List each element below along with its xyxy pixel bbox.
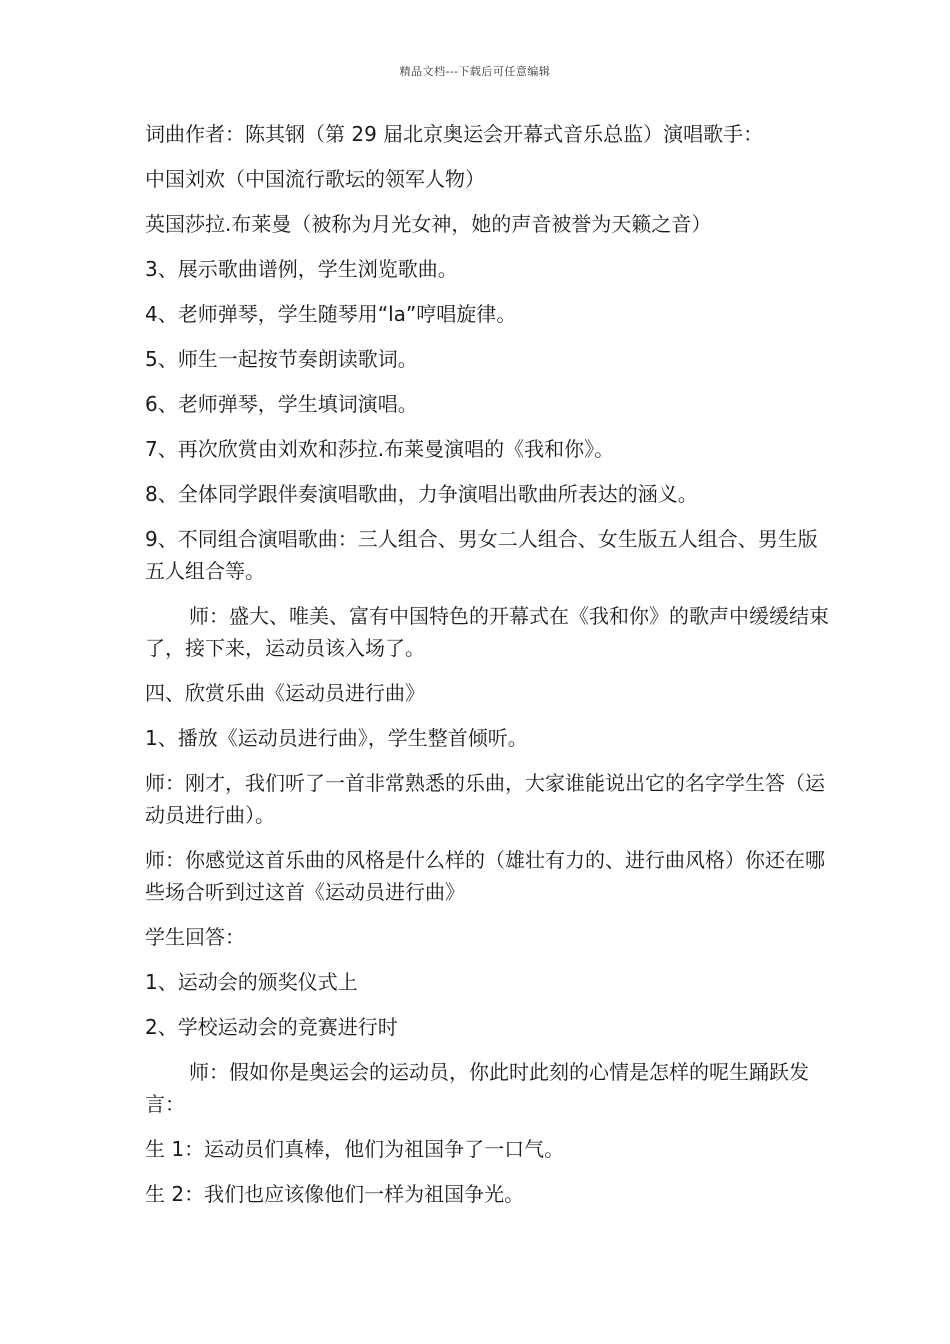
paragraph-8: 7、再次欣赏由刘欢和莎拉.布莱曼演唱的《我和你》。 bbox=[145, 437, 615, 461]
paragraph-20: 生 1：运动员们真棒，他们为祖国争了一口气。 bbox=[145, 1137, 565, 1161]
paragraph-11: 师：盛大、唯美、富有中国特色的开幕式在《我和你》的歌声中缓缓结束了，接下来，运动员该入场了。 bbox=[145, 604, 829, 660]
paragraph-6: 5、师生一起按节奏朗读歌词。 bbox=[145, 347, 418, 371]
paragraph-4: 3、展示歌曲谱例，学生浏览歌曲。 bbox=[145, 257, 458, 281]
paragraph-2: 中国刘欢（中国流行歌坛的领军人物） bbox=[145, 167, 485, 191]
paragraph-16: 学生回答： bbox=[145, 925, 245, 949]
paragraph-13: 1、播放《运动员进行曲》，学生整首倾听。 bbox=[145, 726, 528, 750]
paragraph-5: 4、老师弹琴，学生随琴用“la”哼唱旋律。 bbox=[145, 302, 517, 326]
paragraph-17: 1、运动会的颁奖仪式上 bbox=[145, 970, 358, 994]
page-header: 精品文档---下载后可任意编辑 bbox=[399, 65, 551, 78]
paragraph-9: 8、全体同学跟伴奏演唱歌曲，力争演唱出歌曲所表达的涵义。 bbox=[145, 482, 698, 506]
section-heading: 四、欣赏乐曲《运动员进行曲》 bbox=[145, 681, 425, 705]
paragraph-7: 6、老师弹琴，学生填词演唱。 bbox=[145, 392, 418, 416]
paragraph-3: 英国莎拉.布莱曼（被称为月光女神，她的声音被誉为天籁之音） bbox=[145, 212, 712, 236]
paragraph-18: 2、学校运动会的竞赛进行时 bbox=[145, 1015, 398, 1039]
paragraph-19: 师：假如你是奥运会的运动员，你此时此刻的心情是怎样的呢生踊跃发言： bbox=[145, 1060, 809, 1116]
paragraph-1: 词曲作者：陈其钢（第 29 届北京奥运会开幕式音乐总监）演唱歌手： bbox=[145, 122, 764, 146]
paragraph-21: 生 2：我们也应该像他们一样为祖国争光。 bbox=[145, 1182, 525, 1206]
paragraph-14: 师：刚才，我们听了一首非常熟悉的乐曲，大家谁能说出它的名字学生答（运动员进行曲）。 bbox=[145, 771, 825, 827]
paragraph-10: 9、不同组合演唱歌曲：三人组合、男女二人组合、女生版五人组合、男生版五人组合等。 bbox=[145, 527, 818, 583]
document-body bbox=[145, 118, 835, 1223]
paragraph-15: 师：你感觉这首乐曲的风格是什么样的（雄壮有力的、进行曲风格）你还在哪些场合听到过这首《运动员进行曲》 bbox=[145, 848, 825, 904]
